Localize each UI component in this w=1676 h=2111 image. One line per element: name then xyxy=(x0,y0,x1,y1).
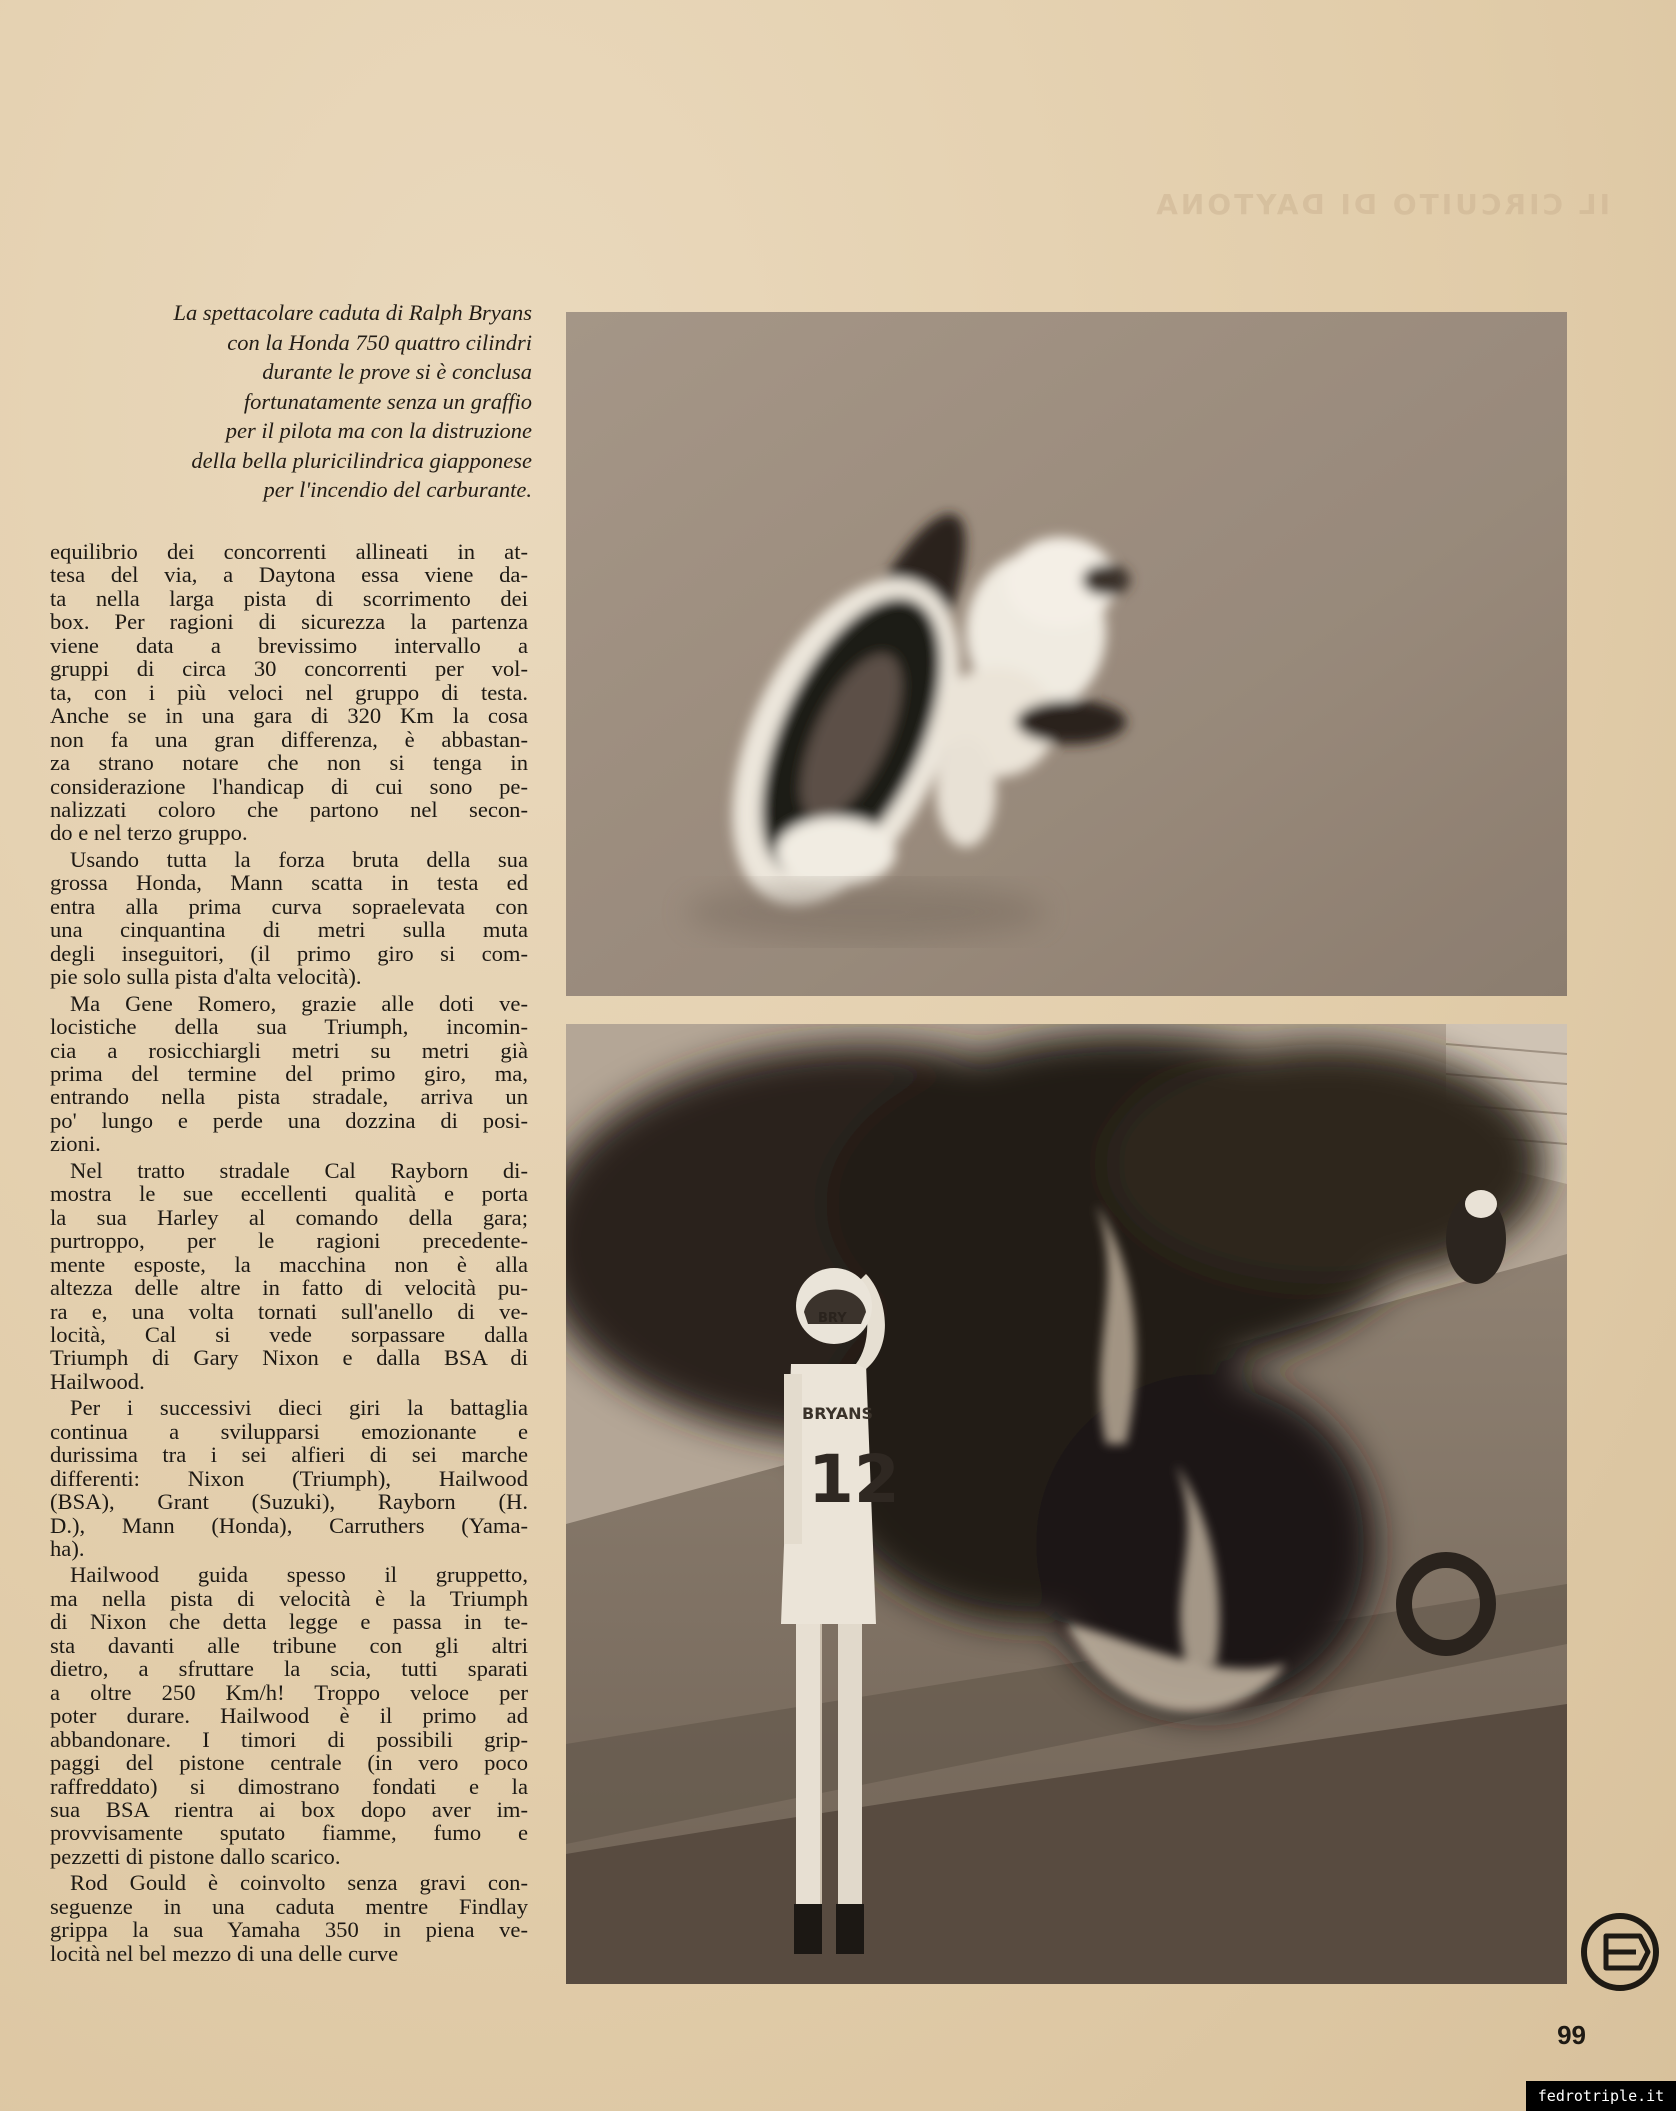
article-line: dietro, a sfruttare la scia, tutti sparati xyxy=(50,1656,528,1682)
article-paragraph xyxy=(50,1396,528,1560)
article-line: una cinquantina di metri sulla muta xyxy=(50,917,528,943)
article-line: (BSA), Grant (Suzuki), Rayborn (H. xyxy=(50,1489,528,1515)
site-watermark: fedrotriple.it xyxy=(1526,2081,1676,2111)
article-line: sua BSA rientra ai box dopo aver im- xyxy=(50,1797,528,1823)
article-line: grossa Honda, Mann scatta in testa ed xyxy=(50,870,528,896)
suit-lettering: BRYANS xyxy=(802,1404,873,1423)
photo-caption xyxy=(40,298,532,505)
article-paragraph xyxy=(50,540,528,845)
article-line: purtroppo, per le ragioni precedente- xyxy=(50,1228,528,1254)
article-paragraph xyxy=(50,1563,528,1868)
rider-number: 12 xyxy=(808,1441,900,1518)
article-line: po' lungo e perde una dozzina di posi- xyxy=(50,1107,528,1133)
article-line: pezzetti di pistone dallo scarico. xyxy=(50,1843,341,1869)
article-line: poter durare. Hailwood è il primo ad xyxy=(50,1703,528,1729)
article-line: altezza delle altre in fatto di velocità pu- xyxy=(50,1275,528,1301)
article-line: gruppi di circa 30 concorrenti per vol- xyxy=(50,656,528,682)
article-paragraph xyxy=(50,1871,528,1965)
article-column xyxy=(50,540,528,1968)
page-number: 99 xyxy=(1557,2020,1586,2050)
article-line: locità nel bel mezzo di una delle curve xyxy=(50,1940,399,1966)
article-line: ra e, una volta tornati sull'anello di ve- xyxy=(50,1298,528,1324)
article-line: box. Per ragioni di sicurezza la partenza xyxy=(50,609,528,635)
article-line: seguenze in una caduta mentre Findlay xyxy=(50,1893,528,1919)
article-paragraph xyxy=(50,992,528,1156)
article-line: D.), Mann (Honda), Carruthers (Yama- xyxy=(50,1512,528,1538)
article-line: ta nella larga pista di scorrimento dei xyxy=(50,585,528,611)
crash-photo xyxy=(566,312,1567,996)
article-line: nalizzati coloro che partono nel secon- xyxy=(50,796,528,822)
continue-arrow-icon xyxy=(1578,1910,1662,1994)
article-line: Per i successivi dieci giri la battaglia xyxy=(70,1395,528,1421)
article-line: non fa una gran differenza, è abbastan- xyxy=(50,726,528,752)
article-line: a oltre 250 Km/h! Troppo veloce per xyxy=(50,1679,528,1705)
article-line: Usando tutta la forza bruta della sua xyxy=(70,846,528,872)
article-line: grippa la sua Yamaha 350 in piena ve- xyxy=(50,1917,528,1943)
caption-line: durante le prove si è conclusa xyxy=(262,359,532,384)
article-line: Rod Gould è coinvolto senza gravi con- xyxy=(70,1870,528,1896)
article-line: pie solo sulla pista d'alta velocità). xyxy=(50,964,362,990)
fire-photo xyxy=(566,1024,1567,1984)
helmet-lettering: BRY xyxy=(818,1311,847,1326)
article-line: continua a svilupparsi emozionante e xyxy=(50,1418,528,1444)
article-line: locità, Cal si vede sorpassare dalla xyxy=(50,1321,528,1347)
article-line: differenti: Nixon (Triumph), Hailwood xyxy=(50,1465,528,1491)
article-line: abbandonare. I timori di possibili grip- xyxy=(50,1726,528,1752)
fire-photo-illustration xyxy=(566,1024,1567,1984)
caption-line: fortunatamente senza un graffio xyxy=(243,388,532,414)
article-line: raffreddato) si dimostrano fondati e la xyxy=(50,1773,528,1799)
caption-line: per l'incendio del carburante. xyxy=(263,477,532,502)
caption-line: della bella pluricilindrica giapponese xyxy=(191,447,532,473)
article-line: equilibrio dei concorrenti allineati in at- xyxy=(50,539,528,564)
article-line: prima del termine del primo giro, ma, xyxy=(50,1060,528,1086)
article-line: paggi del pistone centrale (in vero poco xyxy=(50,1750,528,1776)
article-line: tesa del via, a Daytona essa viene da- xyxy=(50,562,528,588)
article-line: zioni. xyxy=(50,1131,101,1157)
article-line: Anche se in una gara di 320 Km la cosa xyxy=(50,703,528,729)
article-line: sta davanti alle tribune con gli altri xyxy=(50,1632,528,1658)
article-line: entrando nella pista stradale, arriva un xyxy=(50,1084,528,1110)
show-through-header: IL CIRCUITO DI DAYTONA xyxy=(1153,188,1610,218)
article-line: Hailwood. xyxy=(50,1368,145,1394)
article-line: mente esposte, la macchina non è alla xyxy=(50,1251,528,1277)
article-line: mostra le sue eccellenti qualità e porta xyxy=(50,1181,528,1207)
article-paragraph xyxy=(50,848,528,989)
article-line: degli inseguitori, (il primo giro si com- xyxy=(50,940,528,966)
crash-photo-illustration xyxy=(566,312,1567,996)
article-line: durissima tra i sei alfieri di sei marche xyxy=(50,1442,528,1468)
article-line: locistiche della sua Triumph, incomin- xyxy=(50,1014,528,1040)
article-line: za strano notare che non si tenga in xyxy=(50,750,528,776)
article-line: entra alla prima curva sopraelevata con xyxy=(50,893,528,919)
article-line: cia a rosicchiargli metri su metri già xyxy=(50,1037,528,1063)
article-line: Ma Gene Romero, grazie alle doti ve- xyxy=(70,990,528,1016)
article-line: considerazione l'handicap di cui sono pe- xyxy=(50,773,528,799)
article-line: di Nixon che detta legge e passa in te- xyxy=(50,1609,528,1635)
article-line: ta, con i più veloci nel gruppo di testa. xyxy=(50,679,528,705)
article-line: viene data a brevissimo intervallo a xyxy=(50,632,528,658)
article-line: provvisamente sputato fiamme, fumo e xyxy=(50,1820,528,1846)
article-line: la sua Harley al comando della gara; xyxy=(50,1204,528,1230)
article-line: Nel tratto stradale Cal Rayborn di- xyxy=(70,1157,528,1183)
article-line: ma nella pista di velocità è la Triumph xyxy=(50,1585,528,1611)
caption-line: La spettacolare caduta di Ralph Bryans xyxy=(173,300,532,325)
caption-line: per il pilota ma con la distruzione xyxy=(225,418,532,443)
article-line: Hailwood guida spesso il gruppetto, xyxy=(70,1562,528,1588)
article-line: do e nel terzo gruppo. xyxy=(50,820,248,846)
caption-line: con la Honda 750 quattro cilindri xyxy=(227,329,532,355)
article-line: Triumph di Gary Nixon e dalla BSA di xyxy=(50,1345,528,1371)
article-line: ha). xyxy=(50,1536,85,1562)
article-paragraph xyxy=(50,1159,528,1394)
